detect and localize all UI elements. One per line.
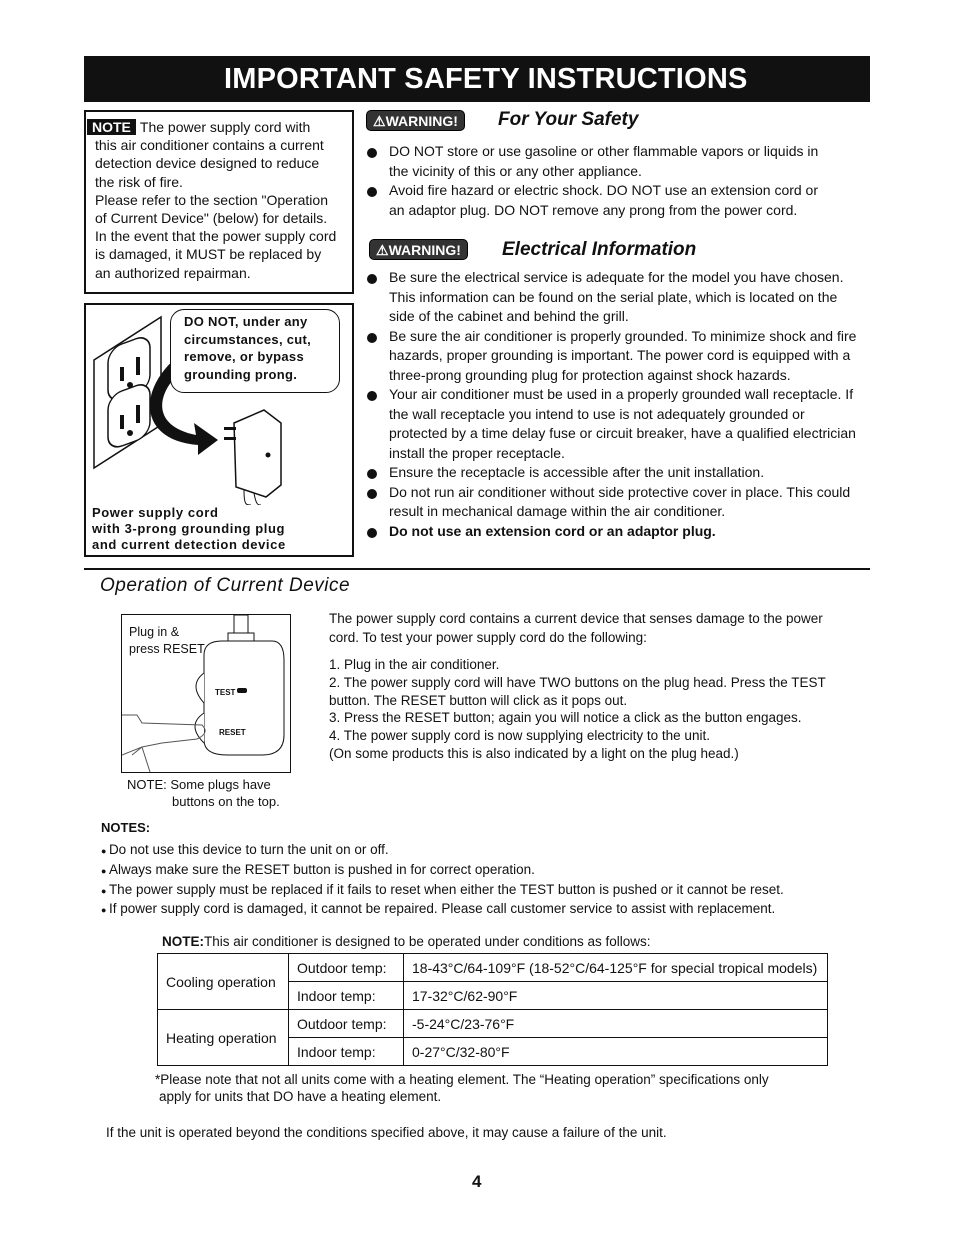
note-item-text: The power supply must be replaced if it fails to reset when either the TEST button is pushed or it cannot be reset. <box>108 881 784 897</box>
plug-label-line: Plug in & <box>129 625 180 639</box>
step-line: 4. The power supply cord is now supplying electricity to the unit. <box>329 728 710 744</box>
value-cell: 17-32°C/62-90°F <box>404 982 828 1010</box>
label-cell: Outdoor temp: <box>289 954 404 982</box>
caption-line: with 3-prong grounding plug <box>92 521 286 536</box>
warning-badge <box>366 110 465 131</box>
note-line: is damaged, it MUST be replaced by <box>95 246 322 263</box>
figure-note-line: NOTE: Some plugs have <box>127 777 271 792</box>
caption-line: and current detection device <box>92 537 286 552</box>
badge-label: WARNING! <box>385 113 458 129</box>
bullet-icon <box>367 391 377 401</box>
note-line: an authorized repairman. <box>95 264 251 281</box>
conditions-note <box>162 934 651 949</box>
wall-outlet-icon <box>94 317 161 468</box>
test-indicator-icon <box>237 688 247 693</box>
footnote-line: *Please note that not all units come with a heating element. The “Heating operation” specifications only <box>155 1072 769 1087</box>
bullet-item <box>367 483 856 522</box>
bullet-item <box>367 327 856 386</box>
footnote-line: apply for units that DO have a heating element. <box>159 1088 442 1104</box>
page-title: IMPORTANT SAFETY INSTRUCTIONS <box>84 56 870 102</box>
callout-line: remove, or bypass <box>184 349 304 364</box>
bullet-icon <box>367 469 377 479</box>
note-tag: NOTE <box>87 119 136 135</box>
note-line: Please refer to the section "Operation <box>95 191 328 208</box>
grounding-callout <box>170 309 340 393</box>
step-line: (On some products this is also indicated by a light on the plug head.) <box>329 745 739 761</box>
reset-button-label: RESET <box>219 728 246 737</box>
bullet-icon <box>367 333 377 343</box>
bullet-item <box>367 463 856 483</box>
label-cell: Indoor temp: <box>289 1038 404 1066</box>
bullet-line: hazards, proper grounding is important. The power cord is equipped with a <box>389 347 851 363</box>
notes-list <box>101 841 784 920</box>
illustration-caption <box>92 505 286 553</box>
bullet-line: Avoid fire hazard or electric shock. DO NOT use an extension cord or <box>389 182 819 198</box>
bullet-icon <box>367 528 377 538</box>
note-item <box>101 881 784 901</box>
bullet-icon <box>367 274 377 284</box>
callout-line: circumstances, cut, <box>184 331 312 347</box>
intro-line: The power supply cord contains a current device that senses damage to the power <box>329 611 823 626</box>
bullet-line: Ensure the receptacle is accessible after the unit installation. <box>389 464 765 480</box>
bullet-icon <box>367 489 377 499</box>
bullet-item <box>367 522 856 542</box>
warning-badge <box>369 239 468 260</box>
value-cell: 18-43°C/64-109°F (18-52°C/64-125°F for special tropical models) <box>404 954 828 982</box>
bullet-icon: ● <box>101 846 109 856</box>
note-line: the risk of fire. <box>95 173 183 190</box>
bullet-line: Be sure the electrical service is adequate for the model you have chosen. <box>389 269 844 285</box>
safety-heading: For Your Safety <box>498 109 639 130</box>
note-item <box>101 900 784 920</box>
note-line: detection device designed to reduce <box>95 155 320 172</box>
plug-label <box>129 624 205 658</box>
step-line: 2. The power supply cord will have TWO buttons on the plug head. Press the TEST <box>329 674 826 690</box>
label-cell: Outdoor temp: <box>289 1010 404 1038</box>
bullet-item <box>367 268 856 327</box>
note-item <box>101 861 784 881</box>
mode-cell: Cooling operation <box>158 954 289 1010</box>
operation-intro <box>329 610 823 647</box>
bullet-line: an adaptor plug. DO NOT remove any prong from the power cord. <box>389 201 798 218</box>
operating-conditions-table <box>157 953 828 1066</box>
note-line: The power supply cord with <box>139 119 311 135</box>
bullet-line: the vicinity of this or any other appliance. <box>389 162 642 179</box>
electrical-heading: Electrical Information <box>502 239 697 260</box>
bullet-line: Your air conditioner must be used in a properly grounded wall receptacle. If <box>389 386 854 402</box>
bullet-line: install the proper receptacle. <box>389 444 565 461</box>
plug-figure-note <box>127 776 280 810</box>
bullet-item <box>367 385 856 463</box>
final-warning: If the unit is operated beyond the conditions specified above, it may cause a failure of the unit. <box>106 1125 667 1140</box>
step-line: button. The RESET button will click as it pops out. <box>329 692 628 708</box>
bullet-icon: ● <box>101 865 109 876</box>
notes-heading: NOTES: <box>101 820 151 835</box>
label-cell: Indoor temp: <box>289 982 404 1010</box>
bullet-item <box>367 181 818 220</box>
plug-label-line: press RESET <box>129 642 205 656</box>
bullet-line: Do not run air conditioner without side protective cover in place. This could <box>389 483 851 500</box>
bullet-line: protected by a time delay fuse or circuit breaker, have a qualified electrician <box>389 425 856 441</box>
note-item-text: Always make sure the RESET button is pushed in for correct operation. <box>108 861 535 877</box>
value-cell: 0-27°C/32-80°F <box>404 1038 828 1066</box>
bullet-icon <box>367 187 377 197</box>
badge-label: WARNING! <box>388 242 461 258</box>
conditions-note-label: NOTE: <box>162 934 204 949</box>
safety-list <box>367 142 818 220</box>
section-divider <box>84 568 870 570</box>
bullet-icon: ● <box>101 905 109 916</box>
bullet-line: This information can be found on the serial plate, which is located on the <box>389 288 838 305</box>
note-line: of Current Device" (below) for details. <box>95 210 328 227</box>
warning-triangle-icon: ⚠ <box>373 113 386 129</box>
finger-icon <box>122 715 205 755</box>
page-number: 4 <box>472 1172 482 1191</box>
table-row <box>158 954 828 982</box>
bullet-icon <box>367 148 377 158</box>
note-item-text: Do not use this device to turn the unit on or off. <box>108 842 389 857</box>
step-line: 3. Press the RESET button; again you will notice a click as the button engages. <box>329 710 802 726</box>
electrical-list <box>367 268 856 541</box>
note-item <box>101 841 784 861</box>
bullet-line: side of the cabinet and behind the grill. <box>389 308 629 324</box>
bullet-line: result in mechanical damage within the air conditioner. <box>389 503 726 519</box>
callout-line: DO NOT, under any <box>184 314 308 329</box>
table-row <box>158 1010 828 1038</box>
bullet-line: DO NOT store or use gasoline or other flammable vapors or liquids in <box>389 143 819 159</box>
note-line: this air conditioner contains a current <box>95 137 324 154</box>
bullet-line: Be sure the air conditioner is properly grounded. To minimize shock and fire <box>389 327 857 344</box>
note-text <box>92 118 337 282</box>
bullet-line: Do not use an extension cord or an adaptor plug. <box>389 522 716 539</box>
conditions-note-text: This air conditioner is designed to be operated under conditions as follows: <box>204 934 651 949</box>
callout-line: grounding prong. <box>184 366 298 382</box>
operation-steps <box>329 656 826 763</box>
step-line: 1. Plug in the air conditioner. <box>329 657 500 672</box>
warning-triangle-icon: ⚠ <box>376 242 389 258</box>
value-cell: -5-24°C/23-76°F <box>404 1010 828 1038</box>
caption-line: Power supply cord <box>92 505 219 520</box>
plug-icon <box>224 410 281 505</box>
intro-line: cord. To test your power supply cord do the following: <box>329 629 647 645</box>
bullet-icon: ● <box>101 885 109 896</box>
bullet-item <box>367 142 818 181</box>
figure-note-line: buttons on the top. <box>172 794 280 809</box>
note-item-text: If power supply cord is damaged, it cannot be repaired. Please call customer service to assist with replacement. <box>108 901 776 917</box>
operation-title: Operation of Current Device <box>100 575 351 596</box>
mode-cell: Heating operation <box>158 1010 289 1066</box>
bullet-line: three-prong grounding plug for protection against shock hazards. <box>389 366 791 383</box>
heating-footnote <box>155 1072 769 1105</box>
bullet-line: the wall receptacle you intend to use is not adequately grounded or <box>389 405 805 422</box>
test-button-label: TEST <box>215 688 236 697</box>
note-line: In the event that the power supply cord <box>95 228 337 245</box>
